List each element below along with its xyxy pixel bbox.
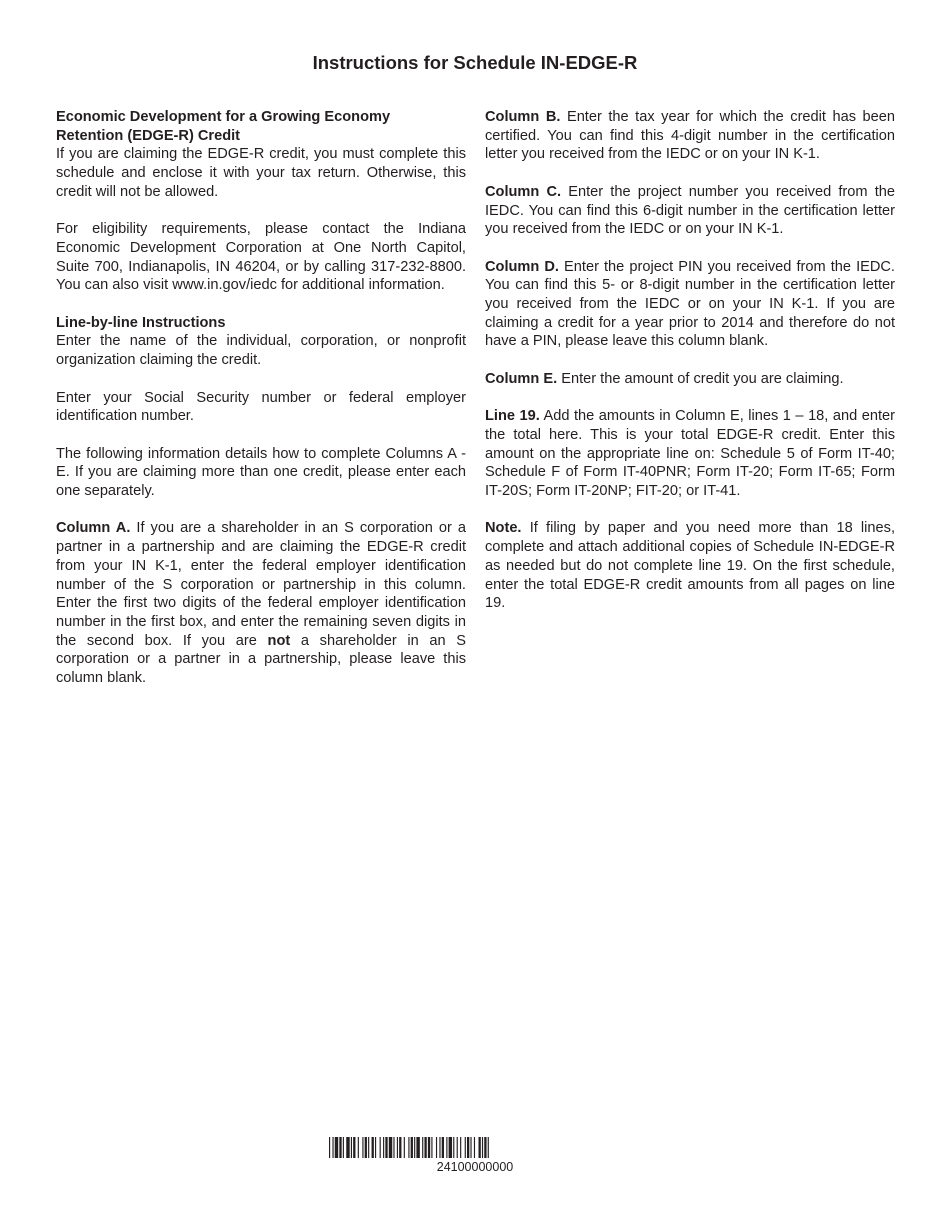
page-title: Instructions for Schedule IN-EDGE-R — [312, 52, 638, 73]
line-19-text: Add the amounts in Column E, lines 1 – 18, and enter the total here. This is your total EDGE-R credit. Enter this amount on the appropriate line on: Schedule 5 of Form IT-40; Schedule F of Form IT-40PNR; Form IT-20; Form IT-65; Form IT-20S; Form IT-20NP; FIT-20; or IT-41. — [485, 408, 895, 499]
column-a-text-part1: If you are a shareholder in an S corporation or a partner in a partnership and are claiming the EDGE-R credit from your IN K-1, enter the federal employer identification number of the S corporation or partnership in this column. Enter the first two digits of the federal employer identification number in the first box, and enter the remaining seven digits in the second box. If you are — [56, 520, 466, 649]
column-e-label: Column E. — [485, 370, 558, 387]
column-b-instruction — [485, 108, 895, 164]
barcode-bar — [358, 1137, 359, 1158]
barcode-number: 24100000000 — [436, 1160, 514, 1174]
column-b-text: Enter the tax year for which the credit has been certified. You can find this 4-digit number in the certification letter you received from the IEDC or on your IN K-1. — [485, 109, 895, 163]
barcode-bar — [372, 1137, 374, 1158]
column-d-label: Column D. — [485, 258, 559, 275]
barcode-bar — [399, 1137, 401, 1158]
barcode-bar — [428, 1137, 430, 1158]
name-instruction: Enter the name of the individual, corporation, or nonprofit organization claiming the credit. — [56, 333, 466, 369]
barcode-bar — [351, 1137, 352, 1158]
barcode-bar — [460, 1137, 461, 1158]
barcode-bar — [484, 1137, 486, 1158]
right-column — [485, 108, 895, 632]
barcode-bar — [414, 1137, 415, 1158]
barcode-bar — [380, 1137, 381, 1158]
barcode-bar — [375, 1137, 376, 1158]
barcode-bar — [368, 1137, 369, 1158]
barcode-bar — [411, 1137, 413, 1158]
barcode-bar — [365, 1137, 367, 1158]
barcode-bar — [431, 1137, 432, 1158]
left-column — [56, 108, 466, 706]
column-a-instruction — [56, 519, 466, 687]
column-e-instruction — [485, 370, 895, 389]
barcode-bar — [346, 1137, 349, 1158]
barcode-bar — [465, 1137, 466, 1158]
barcode-bar — [488, 1137, 489, 1158]
barcode-bar — [389, 1137, 392, 1158]
column-a-text-part2: a shareholder in an S corporation or a partner in a partnership, please leave this column blank. — [56, 632, 466, 687]
note-text: If filing by paper and you need more than 18 lines, complete and attach additional copies of Schedule IN-EDGE-R as needed but do not complete line 19. On the first schedule, enter the total EDGE-R credit amounts from all pages on line 19. — [485, 520, 895, 612]
barcode-bar — [339, 1137, 341, 1158]
column-c-instruction — [485, 183, 895, 239]
barcode-bar — [474, 1137, 475, 1158]
barcode-bar — [422, 1137, 423, 1158]
column-a-label: Column A. — [56, 520, 131, 537]
barcode-bar — [343, 1137, 344, 1158]
barcode-bar — [383, 1137, 384, 1158]
barcode-bar — [416, 1137, 419, 1158]
barcode-bar — [393, 1137, 394, 1158]
note-label: Note. — [485, 520, 522, 537]
barcode — [329, 1137, 621, 1158]
barcode-bar — [482, 1137, 483, 1158]
section-heading-line1: Economic Development for a Growing Economy — [56, 109, 391, 125]
barcode-bar — [446, 1137, 447, 1158]
barcode-bar — [467, 1137, 469, 1158]
columns-overview: The following information details how to complete Columns A - E. If you are claiming more than one credit, please enter each one separately. — [56, 445, 466, 499]
column-b-label: Column B. — [485, 109, 561, 125]
barcode-bar — [457, 1137, 458, 1158]
column-e-text: Enter the amount of credit you are claiming. — [557, 370, 844, 387]
barcode-bar — [470, 1137, 471, 1158]
column-a-emphasis: not — [267, 632, 291, 649]
column-d-text: Enter the project PIN you received from the IEDC. You can find this 5- or 8-digit number in the certification letter you received from the IEDC or on your IN K-1. If you are claiming a credit for a year prior to 2014 and therefore do not have a PIN, please leave this column blank. — [485, 258, 895, 350]
barcode-bar — [335, 1137, 338, 1158]
barcode-bar — [353, 1137, 355, 1158]
column-d-instruction — [485, 258, 895, 352]
section-heading-line2: Retention (EDGE-R) Credit — [56, 127, 241, 144]
column-c-label: Column C. — [485, 183, 562, 200]
ssn-instruction: Enter your Social Security number or federal employer identification number. — [56, 389, 466, 425]
barcode-bar — [397, 1137, 398, 1158]
barcode-bar — [449, 1137, 452, 1158]
barcode-bar — [439, 1137, 440, 1158]
barcode-bar — [362, 1137, 363, 1158]
intro-paragraph: If you are claiming the EDGE-R credit, you must complete this schedule and enclose it with your tax return. Otherwise, this credit will not be allowed. — [56, 146, 466, 200]
barcode-bar — [453, 1137, 454, 1158]
line-19-instruction — [485, 407, 895, 501]
section-heading-edge-r — [56, 108, 466, 145]
barcode-bar — [408, 1137, 409, 1158]
barcode-bar — [385, 1137, 387, 1158]
barcode-bar — [329, 1137, 330, 1158]
eligibility-paragraph: For eligibility requirements, please contact the Indiana Economic Development Corporation at One North Capitol, Suite 700, Indianapolis, IN 46204, or by calling 317-232-8800. You can also visit www.in.gov/iedc for additional information. — [56, 221, 466, 294]
barcode-bar — [332, 1137, 333, 1158]
column-c-text: Enter the project number you received from the IEDC. You can find this 6-digit number in the certification letter you received from the IEDC or on your IN K-1. — [485, 183, 895, 238]
barcode-bar — [436, 1137, 437, 1158]
note-paragraph — [485, 519, 895, 613]
barcode-bar — [424, 1137, 426, 1158]
barcode-bar — [404, 1137, 405, 1158]
barcode-bar — [442, 1137, 444, 1158]
line-by-line-heading: Line-by-line Instructions — [56, 314, 226, 331]
line-19-label: Line 19. — [485, 408, 540, 425]
barcode-bar — [479, 1137, 481, 1158]
